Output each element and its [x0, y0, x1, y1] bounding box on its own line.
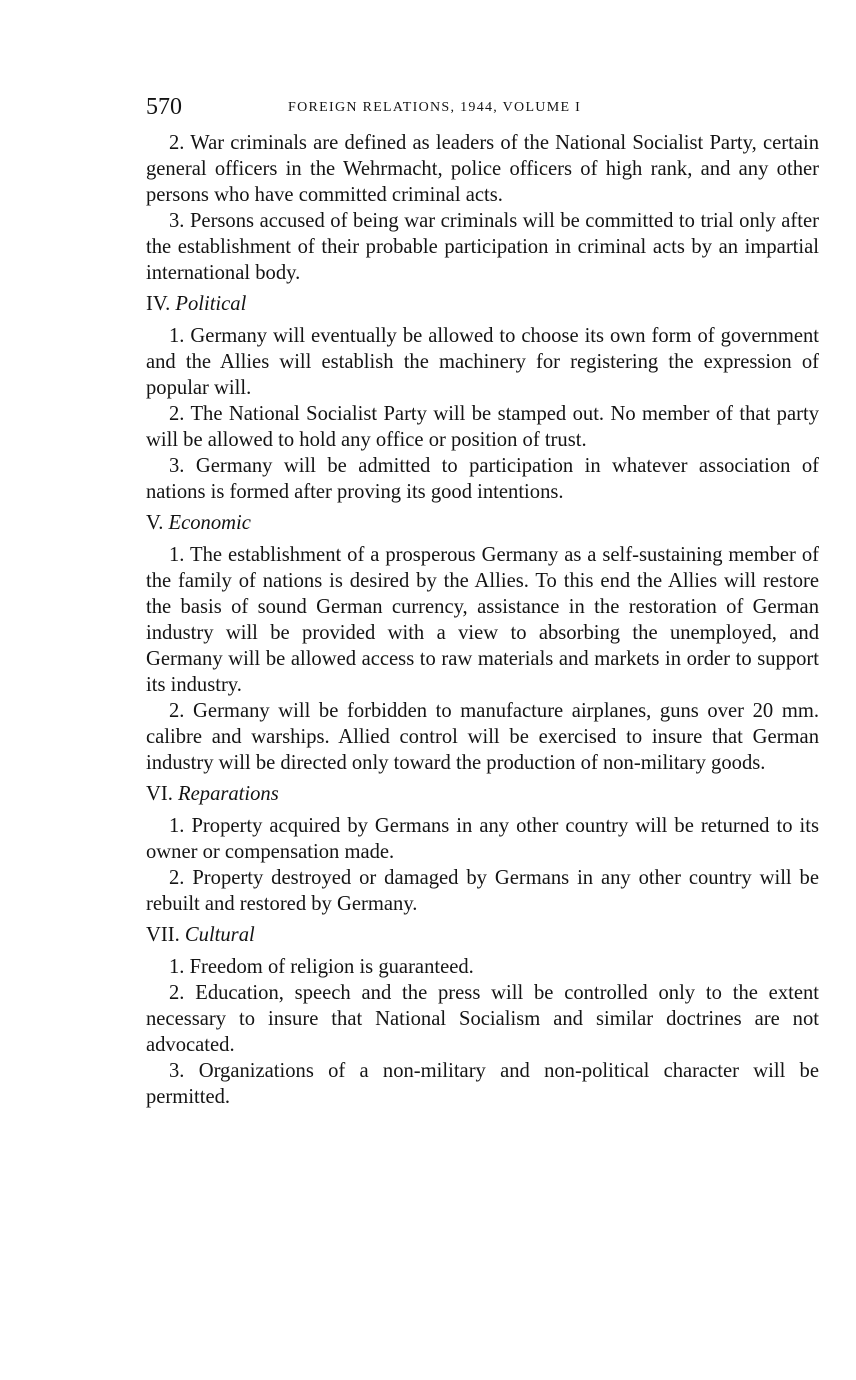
cultural-item-1: 1. Freedom of religion is guaranteed. [169, 956, 474, 978]
section-numeral: IV. [146, 293, 171, 315]
cultural-item-3: 3. Organizations of a non-military and non-political character will be permitted. [146, 1060, 819, 1108]
section-title: Reparations [178, 783, 279, 805]
section-heading-political [146, 291, 819, 317]
economic-item-2: 2. Germany will be forbidden to manufacture airplanes, guns over 20 mm. calibre and warships. Allied control will be exercised to insure that German industry will be directed only toward the production of non-military goods. [146, 700, 819, 774]
political-item-1: 1. Germany will eventually be allowed to choose its own form of government and the Allies will establish the machinery for registering the expression of popular will. [146, 325, 819, 399]
running-head [146, 92, 819, 124]
war-criminals-paragraph-2: 2. War criminals are defined as leaders of the National Socialist Party, certain general officers in the Wehrmacht, police officers of high rank, and any other persons who have committed criminal acts. [146, 132, 819, 206]
section-numeral: VI. [146, 783, 173, 805]
cultural-item-2: 2. Education, speech and the press will be controlled only to the extent necessary to insure that National Socialism and similar doctrines are not advocated. [146, 982, 819, 1056]
section-numeral: VII. [146, 924, 180, 946]
body-text [146, 130, 819, 1110]
section-heading-economic [146, 510, 819, 536]
political-item-3: 3. Germany will be admitted to participation in whatever association of nations is formed after proving its good intentions. [146, 455, 819, 503]
running-title: FOREIGN RELATIONS, 1944, VOLUME I [288, 100, 582, 115]
section-numeral: V. [146, 512, 164, 534]
section-title: Political [175, 293, 247, 315]
section-title: Economic [168, 512, 251, 534]
reparations-item-2: 2. Property destroyed or damaged by Germans in any other country will be rebuilt and restored by Germany. [146, 867, 819, 915]
political-item-2: 2. The National Socialist Party will be stamped out. No member of that party will be allowed to hold any office or position of trust. [146, 403, 819, 451]
section-title: Cultural [184, 924, 255, 946]
document-page [146, 92, 819, 1110]
economic-item-1: 1. The establishment of a prosperous Germany as a self-sustaining member of the family of nations is desired by the Allies. To this end the Allies will restore the basis of sound German currency, assistance in the restoration of German industry will be provided with a view to absorbing the unemployed, and Germany will be allowed access to raw materials and markets in order to support its industry. [146, 544, 819, 696]
section-heading-reparations [146, 781, 819, 807]
war-criminals-paragraph-3: 3. Persons accused of being war criminals will be committed to trial only after the establishment of their probable participation in criminal acts by an impartial international body. [146, 210, 819, 284]
page-number: 570 [146, 94, 182, 120]
section-heading-cultural [146, 922, 819, 948]
reparations-item-1: 1. Property acquired by Germans in any other country will be returned to its owner or compensation made. [146, 815, 819, 863]
